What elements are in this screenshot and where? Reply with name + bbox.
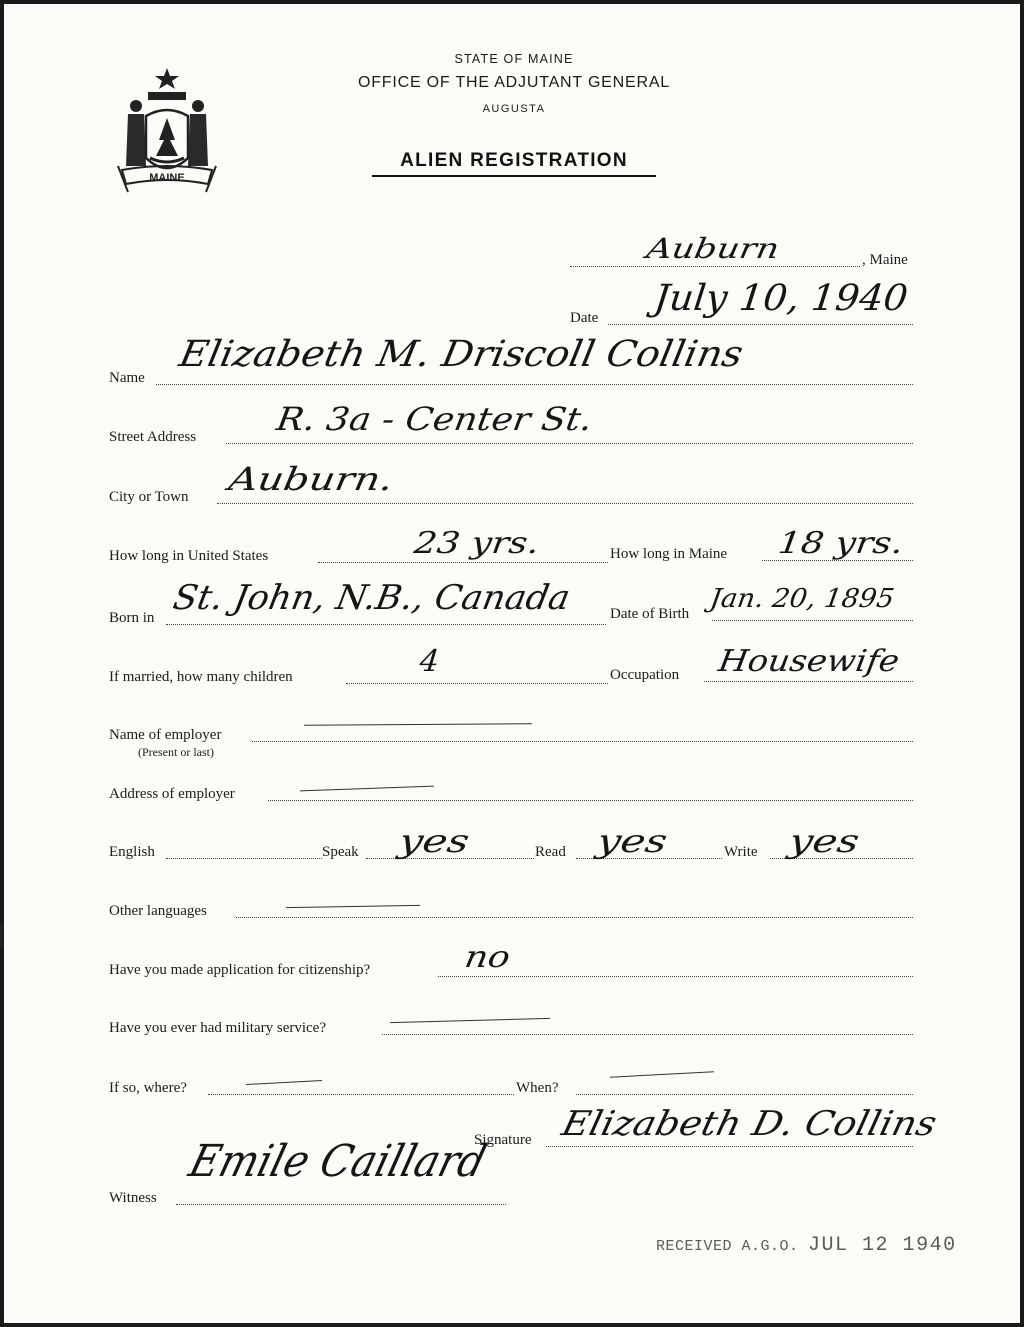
read-label: Read (535, 844, 566, 860)
name-value: Elizabeth M. Driscoll Collins (176, 334, 747, 375)
employer-label: Name of employer (109, 727, 222, 743)
signature-line (546, 1146, 913, 1147)
date-value: July 10, 1940 (652, 278, 910, 319)
dob-line (712, 620, 913, 621)
military-dash (390, 1018, 550, 1023)
children-line (346, 683, 608, 684)
occupation-line (704, 681, 913, 682)
date-label: Date (570, 310, 599, 326)
town-line (570, 266, 860, 267)
dob-value: Jan. 20, 1895 (708, 584, 897, 614)
header-office: OFFICE OF THE ADJUTANT GENERAL (357, 74, 671, 91)
svg-text:MAINE: MAINE (149, 172, 185, 184)
form-title: ALIEN REGISTRATION (372, 150, 656, 177)
maine-duration-label: How long in Maine (610, 546, 728, 562)
where-line (208, 1094, 514, 1095)
received-stamp-text: RECEIVED A.G.O. (656, 1238, 799, 1255)
children-value: 4 (418, 644, 441, 679)
born-line (166, 624, 606, 625)
occupation-value: Housewife (716, 644, 902, 679)
witness-label: Witness (109, 1190, 157, 1206)
speak-value: yes (396, 822, 473, 860)
maine-duration-value: 18 yrs. (776, 526, 906, 561)
name-line (156, 384, 913, 385)
street-value: R. 3a - Center St. (274, 400, 596, 438)
maine-label: , Maine (862, 252, 908, 268)
children-label: If married, how many children (109, 669, 293, 685)
military-label: Have you ever had military service? (109, 1020, 326, 1036)
witness-line (176, 1204, 506, 1205)
form-page (4, 4, 1020, 1323)
where-dash (246, 1080, 322, 1085)
name-label: Name (109, 370, 145, 386)
read-value: yes (594, 822, 671, 860)
header-city: AUGUSTA (482, 103, 546, 115)
us-duration-line (318, 562, 608, 563)
english-label: English (109, 844, 155, 860)
write-label: Write (724, 844, 758, 860)
city-label: City or Town (109, 489, 189, 505)
write-value: yes (786, 822, 863, 860)
other-languages-dash (286, 905, 420, 908)
employer-line (252, 741, 913, 742)
other-languages-line (236, 917, 913, 918)
citizenship-value: no (462, 940, 513, 975)
english-line (166, 858, 322, 859)
received-stamp-date: JUL 12 1940 (808, 1234, 957, 1257)
when-label: When? (516, 1080, 559, 1096)
where-label: If so, where? (109, 1080, 187, 1096)
us-duration-value: 23 yrs. (412, 526, 542, 561)
employer-dash (304, 723, 532, 726)
street-label: Street Address (109, 429, 197, 445)
employer-sublabel: (Present or last) (138, 745, 214, 759)
employer-address-dash (300, 786, 434, 792)
witness-value: Emile Caillard (184, 1136, 492, 1187)
signature-value: Elizabeth D. Collins (558, 1104, 941, 1144)
us-duration-label: How long in United States (109, 548, 269, 564)
employer-address-line (268, 800, 913, 801)
maine-state-seal (112, 66, 222, 194)
city-line (217, 503, 913, 504)
city-value: Auburn. (226, 460, 397, 498)
dob-label: Date of Birth (610, 606, 690, 622)
citizenship-line (438, 976, 913, 977)
employer-address-label: Address of employer (109, 786, 235, 802)
street-line (226, 443, 913, 444)
header-state: STATE OF MAINE (454, 52, 574, 66)
received-stamp (656, 1234, 957, 1257)
town-value: Auburn (644, 232, 782, 265)
born-value: St. John, N.B., Canada (170, 578, 574, 618)
citizenship-label: Have you made application for citizenship? (109, 962, 371, 978)
speak-label: Speak (322, 844, 359, 860)
military-line (382, 1034, 913, 1035)
date-line (608, 324, 913, 325)
when-dash (610, 1071, 714, 1077)
other-languages-label: Other languages (109, 903, 207, 919)
scan-edge-mark (0, 925, 3, 947)
occupation-label: Occupation (610, 667, 680, 683)
when-line (576, 1094, 913, 1095)
signature-label: Signature (474, 1132, 532, 1148)
born-label: Born in (109, 610, 155, 626)
